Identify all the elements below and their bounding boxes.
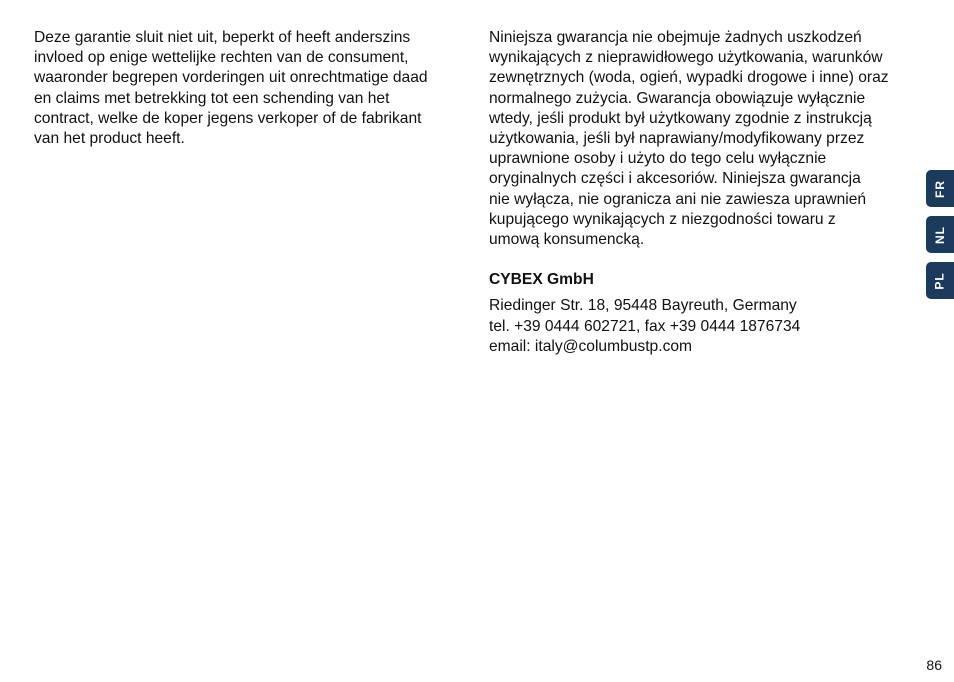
language-tab-label: FR [933,179,947,198]
text-line: contract, welke de koper jegens verkoper of de fabrikant [34,109,422,127]
company-name: CYBEX GmbH [489,271,594,289]
text-line: zewnętrznych (woda, ogień, wypadki drogowe i inne) oraz [489,69,889,87]
language-tabs [926,170,954,308]
dutch-warranty-paragraph [34,28,466,149]
text-line: oryginalnych części i akcesoriów. Niniejsza gwarancja [489,170,861,188]
text-line: użytkowania, jeśli był naprawiany/modyfikowany przez [489,130,865,148]
polish-warranty-column [489,28,921,357]
language-tab-label: PL [933,271,947,290]
email-line: email: italy@columbustp.com [489,337,693,355]
text-line: Deze garantie sluit niet uit, beperkt of heeft anderszins [34,29,411,46]
language-tab-nl[interactable] [926,216,954,253]
polish-warranty-paragraph [489,28,921,250]
text-line: wynikających z nieprawidłowego użytkowania, warunków [489,49,883,67]
language-tab-label: NL [933,225,947,244]
phone-line: tel. +39 0444 602721, fax +39 0444 1876734 [489,317,801,335]
text-line: Niniejsza gwarancja nie obejmuje żadnych uszkodzeń [489,29,862,46]
text-line: kupującego wynikających z niezgodności towaru z [489,210,836,228]
text-line: wtedy, jeśli produkt był użytkowany zgodnie z instrukcją [489,109,872,127]
text-line: waaronder begrepen vorderingen uit onrechtmatige daad [34,69,428,87]
text-line: uprawnione osoby i użyto do tego celu wyłącznie [489,150,827,168]
text-line: normalnego zużycia. Gwarancja obowiązuje wyłącznie [489,89,866,107]
text-line: nie wyłącza, nie ogranicza ani nie zawiesza uprawnień [489,190,867,208]
language-tab-pl[interactable] [926,262,954,299]
text-line: van het product heeft. [34,130,185,148]
dutch-warranty-column [34,28,466,149]
text-line: en claims met betrekking tot een schending van het [34,89,390,107]
language-tab-fr[interactable] [926,170,954,207]
text-line: umową konsumencką. [489,231,645,249]
text-line: invloed op enige wettelijke rechten van de consument, [34,49,409,67]
page-number: 86 [926,657,942,673]
company-address-block [489,296,921,357]
address-line: Riedinger Str. 18, 95448 Bayreuth, Germany [489,297,797,315]
